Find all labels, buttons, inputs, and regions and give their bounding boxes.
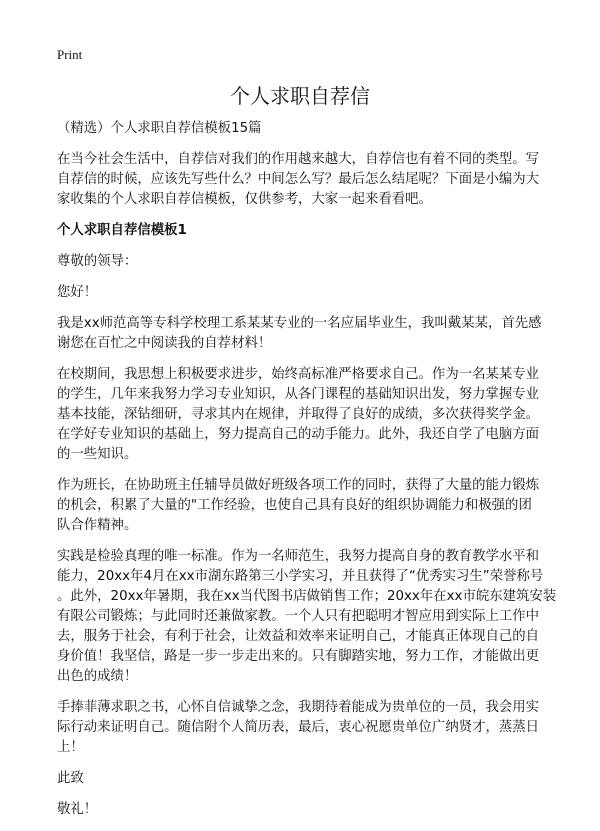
- text-line: 家收集的个人求职自荐信模板，仅供参考，大家一起来看看吧。: [57, 192, 432, 207]
- text-line: 去，服务于社会，有利于社会，让效益和效率来证明自己，才能真正体现自己的自: [57, 629, 540, 644]
- salutation: 尊敬的领导：: [57, 254, 138, 269]
- text-line: 有限公司锻炼；与此同时还兼做家教。一个人只有把聪明才智应用到实际上工作中: [57, 609, 540, 624]
- text-line: 自荐信的时候，应该先写些什么？中间怎么写？最后怎么结尾呢？下面是小编为大: [57, 172, 540, 187]
- document-body: [57, 119, 587, 831]
- subtitle-text: （精选）个人求职自荐信模板15篇: [57, 121, 262, 136]
- text-line: 在当今社会生活中，自荐信对我们的作用越来越大，自荐信也有着不同的类型。写: [57, 152, 540, 167]
- body-paragraph: [57, 476, 587, 536]
- text-line: 能力，20xx年4月在xx市湖东路第三小学实习，并且获得了“优秀实习生”荣誉称号: [57, 569, 544, 584]
- text-line: 上！: [57, 740, 84, 755]
- text-line: 手捧菲薄求职之书，心怀自信诚挚之念，我期待着能成为贵单位的一员，我会用实: [57, 700, 540, 715]
- greeting: 您好！: [57, 285, 98, 300]
- body-paragraph: [57, 698, 587, 758]
- text-line: 谢您在百忙之中阅读我的自荐材料！: [57, 336, 272, 351]
- body-paragraph: [57, 547, 587, 687]
- body-paragraph: [57, 365, 587, 465]
- text-line: 队合作精神。: [57, 518, 138, 533]
- text-line: 的一些知识。: [57, 447, 138, 462]
- text-line: 在学好专业知识的基础上，努力提高自己的动手能力。此外，我还自学了电脑方面: [57, 427, 540, 442]
- text-line: 在校期间，我思想上积极要求进步，始终高标准严格要求自己。作为一名某某专业: [57, 367, 540, 382]
- text-line: 作为班长，在协助班主任辅导员做好班级各项工作的同时，获得了大量的能力锻炼: [57, 478, 540, 493]
- body-paragraph: [57, 314, 587, 354]
- text-line: 我是xx师范高等专科学校理工系某某专业的一名应届毕业生，我叫戴某某，首先感: [57, 316, 542, 331]
- section-heading: 个人求职自荐信模板1: [57, 223, 187, 238]
- text-line: 。此外，20xx年暑期，我在xx当代图书店做销售工作；20xx年在xx市皖东建筑安装: [57, 589, 557, 604]
- text-line: 实践是检验真理的唯一标准。作为一名师范生，我努力提高自身的教育教学水平和: [57, 549, 540, 564]
- text-line: 的机会，积累了大量的"工作经验，也使自己具有良好的组织协调能力和极强的团: [57, 498, 532, 513]
- closing-line: 此致: [57, 771, 84, 786]
- text-line: 身价值！我坚信，路是一步一步走出来的。只有脚踏实地，努力工作，才能做出更: [57, 649, 540, 664]
- print-link[interactable]: Print: [57, 47, 83, 62]
- text-line: 基本技能，深钻细研，寻求其内在规律，并取得了良好的成绩，多次获得奖学金。: [57, 407, 540, 422]
- text-line: 出色的成绩！: [57, 669, 138, 684]
- closing-regards: 敬礼！: [57, 802, 98, 817]
- text-line: 际行动来证明自己。随信附个人简历表，最后，衷心祝愿贵单位广纳贤才，蒸蒸日: [57, 720, 540, 735]
- text-line: 的学生，几年来我努力学习专业知识，从各门课程的基础知识出发，努力掌握专业: [57, 387, 540, 402]
- page-title: 个人求职自荐信: [230, 84, 370, 108]
- intro-paragraph: [57, 150, 587, 210]
- subtitle: [57, 119, 587, 139]
